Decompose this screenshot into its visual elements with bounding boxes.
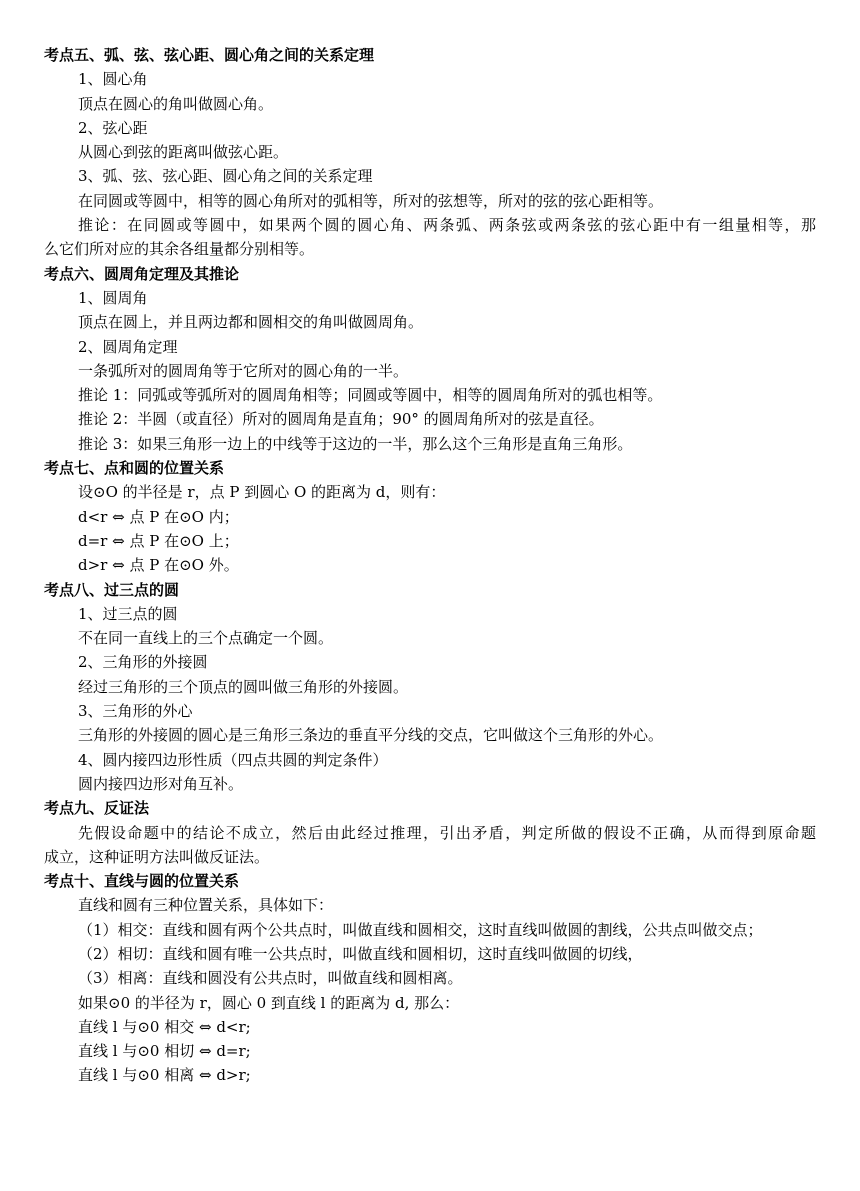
paragraph-line: 1、过三点的圆 xyxy=(78,604,178,623)
paragraph-line: 成立，这种证明方法叫做反证法。 xyxy=(44,847,270,866)
paragraph-line: d>r ⇔ 点 P 在⊙O 外。 xyxy=(78,556,239,575)
paragraph-line: 在同圆或等圆中，相等的圆心角所对的弧相等，所对的弦想等，所对的弦的弦心距相等。 xyxy=(78,191,664,210)
paragraph-line: 2、三角形的外接圆 xyxy=(78,653,208,672)
paragraph-line: 直线 l 与⊙0 相切 ⇔ d=r; xyxy=(78,1042,251,1061)
paragraph-line: （3）相离：直线和圆没有公共点时，叫做直线和圆相离。 xyxy=(78,969,463,988)
paragraph-line: 4、圆内接四边形性质（四点共圆的判定条件） xyxy=(78,750,388,769)
paragraph-line: 顶点在圆心的角叫做圆心角。 xyxy=(78,94,274,113)
paragraph-line: d<r ⇔ 点 P 在⊙O 内； xyxy=(78,507,239,526)
paragraph-line: 1、圆心角 xyxy=(78,70,148,89)
section-heading-10: 考点十、直线与圆的位置关系 xyxy=(44,872,240,891)
paragraph-line: （1）相交：直线和圆有两个公共点时，叫做直线和圆相交，这时直线叫做圆的割线，公共点叫做交点； xyxy=(78,920,763,939)
paragraph-line: 从圆心到弦的距离叫做弦心距。 xyxy=(78,143,289,162)
paragraph-line: 直线 l 与⊙0 相交 ⇔ d<r; xyxy=(78,1017,251,1036)
paragraph-line: 推论 1：同弧或等弧所对的圆周角相等；同圆或等圆中，相等的圆周角所对的弧也相等。 xyxy=(78,386,663,405)
paragraph-line: d=r ⇔ 点 P 在⊙O 上； xyxy=(78,531,239,550)
paragraph-line: 三角形的外接圆的圆心是三角形三条边的垂直平分线的交点，它叫做这个三角形的外心。 xyxy=(78,726,664,745)
paragraph-line: （2）相切：直线和圆有唯一公共点时，叫做直线和圆相切，这时直线叫做圆的切线， xyxy=(78,944,643,963)
paragraph-line: 圆内接四边形对角互补。 xyxy=(78,774,244,793)
paragraph-line: 一条弧所对的圆周角等于它所对的圆心角的一半。 xyxy=(78,361,409,380)
paragraph-line: 推论 3：如果三角形一边上的中线等于这边的一半，那么这个三角形是直角三角形。 xyxy=(78,434,633,453)
paragraph-line: 推论：在同圆或等圆中，如果两个圆的圆心角、两条弧、两条弦或两条弦的弦心距中有一组量相等，那 xyxy=(78,216,816,235)
paragraph-line: 么它们所对应的其余各组量都分别相等。 xyxy=(44,240,315,259)
paragraph-line: 不在同一直线上的三个点确定一个圆。 xyxy=(78,629,334,648)
paragraph-line: 直线 l 与⊙0 相离 ⇔ d>r; xyxy=(78,1066,251,1085)
section-heading-5: 考点五、弧、弦、弦心距、圆心角之间的关系定理 xyxy=(44,46,375,64)
paragraph-line: 3、弧、弦、弦心距、圆心角之间的关系定理 xyxy=(78,167,373,186)
section-heading-9: 考点九、反证法 xyxy=(44,799,150,818)
paragraph-line: 顶点在圆上，并且两边都和圆相交的角叫做圆周角。 xyxy=(78,313,424,332)
paragraph-line: 推论 2：半圆（或直径）所对的圆周角是直角；90° 的圆周角所对的弦是直径。 xyxy=(78,410,604,429)
paragraph-line: 1、圆周角 xyxy=(78,288,148,307)
paragraph-line: 2、圆周角定理 xyxy=(78,337,178,356)
paragraph-line: 2、弦心距 xyxy=(78,118,148,137)
section-heading-6: 考点六、圆周角定理及其推论 xyxy=(44,264,240,283)
section-heading-7: 考点七、点和圆的位置关系 xyxy=(44,459,225,478)
section-heading-8: 考点八、过三点的圆 xyxy=(44,580,180,599)
paragraph-line: 设⊙O 的半径是 r，点 P 到圆心 O 的距离为 d，则有： xyxy=(78,483,446,502)
paragraph-line: 经过三角形的三个顶点的圆叫做三角形的外接圆。 xyxy=(78,677,409,696)
paragraph-line: 先假设命题中的结论不成立，然后由此经过推理，引出矛盾，判定所做的假设不正确，从而得到原命题 xyxy=(78,823,816,842)
paragraph-line: 如果⊙0 的半径为 r，圆心 0 到直线 l 的距离为 d, 那么： xyxy=(78,993,460,1012)
paragraph-line: 直线和圆有三种位置关系，具体如下： xyxy=(78,896,334,915)
paragraph-line: 3、三角形的外心 xyxy=(78,702,193,721)
